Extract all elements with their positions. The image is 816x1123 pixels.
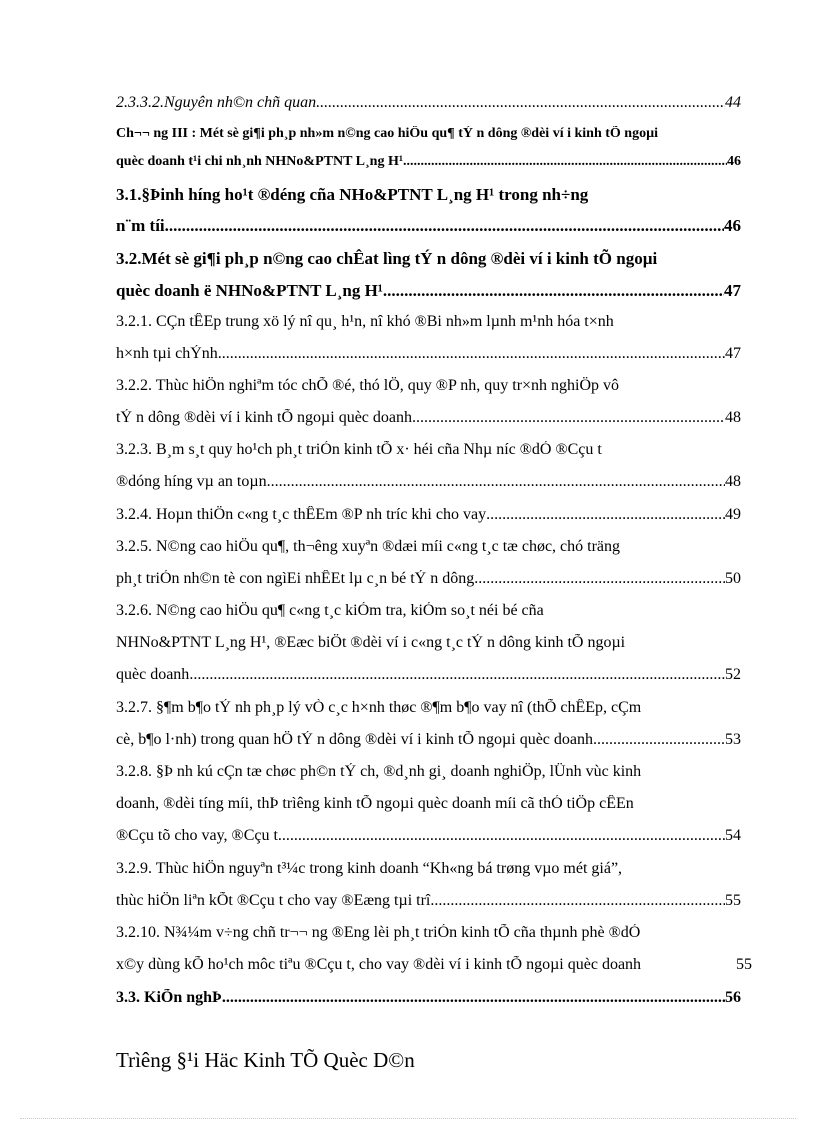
- toc-page-number: 46: [727, 154, 741, 169]
- toc-entry-title: 3.3. KiÕn nghÞ: [116, 989, 222, 1006]
- toc-section-3-2-1-line2[interactable]: [116, 345, 741, 363]
- toc-section-3-2-1-line1[interactable]: [116, 313, 741, 331]
- toc-entry-title: 3.2.9. Thùc hiÖn nguyªn t³¼c trong kinh doanh “Kh«ng bá trøng vµo mét giá”,: [116, 860, 623, 877]
- toc-page-number: 54: [725, 827, 741, 844]
- toc-chapter-3-line1[interactable]: [116, 126, 741, 142]
- toc-chapter-3-line2[interactable]: [116, 154, 741, 170]
- toc-section-3-1-line2[interactable]: [116, 216, 741, 236]
- toc-section-3-2-5-line2[interactable]: [116, 570, 741, 588]
- toc-page-number: 47: [724, 281, 741, 300]
- toc-entry-title: quèc doanh t¹i chi nh¸nh NHNo&PTNT L¸ng H¹.: [116, 154, 407, 169]
- toc-entry-title: 3.2.4. Hoµn thiÖn c«ng t¸c thÊEm ®P nh tríc khi cho vay: [116, 506, 487, 523]
- page-footer: Trìêng §¹i Häc Kinh TÕ Quèc D©n: [116, 1048, 415, 1072]
- toc-leader-dots: [486, 506, 725, 524]
- toc-section-3-2-9-line1[interactable]: [116, 860, 741, 878]
- toc-page-number: 48: [725, 473, 741, 490]
- toc-leader-dots: [593, 731, 725, 749]
- toc-entry-title: tÝ n dông ®dèi ví i kinh tÕ ngoµi quèc doanh: [116, 409, 413, 426]
- toc-leader-dots: [267, 473, 725, 491]
- toc-entry-title: 3.1.§Þinh híng ho¹t ®déng cña NHo&PTNT L¸ng H¹ trong nh÷ng: [116, 185, 589, 204]
- toc-entry-title: h×nh tµi chÝnh: [116, 345, 218, 362]
- toc-section-3-2-6-line1[interactable]: [116, 602, 741, 620]
- toc-page-number: 52: [725, 666, 741, 683]
- toc-section-3-2-6-line2[interactable]: [116, 634, 741, 652]
- toc-section-3-2-8-line3[interactable]: [116, 827, 741, 845]
- toc-section-3-2-5-line1[interactable]: [116, 538, 741, 556]
- toc-entry-title: 3.2.1. CÇn tÊEp trung xö lý nî qu¸ h¹n, nî khó ®Bi nh»m lµnh m¹nh hóa t×nh: [116, 313, 614, 330]
- toc-entry-title: 3.2.2. Thùc hiÖn nghiªm tóc chÕ ®é, thó lÖ, quy ®P nh, quy tr×nh nghiÖp vô: [116, 377, 620, 394]
- toc-entry-title: ®Cçu tõ cho vay, ®Cçu t: [116, 827, 278, 844]
- toc-entry-title: 3.2.7. §¶m b¶o tÝ nh ph¸p lý vÒ c¸c h×nh thøc ®¶m b¶o vay nî (thÕ chÊEp, cÇm: [116, 699, 642, 716]
- toc-entry-title: ®dóng híng vµ an toµn: [116, 473, 267, 490]
- toc-page-number: 49: [725, 506, 741, 523]
- toc-entry-title: Ch¬¬ ng III : Mét sè gi¶i ph¸p nh»m n©ng cao hiÖu qu¶ tÝ n dông ®dèi ví i kinh tÕ ngoµi: [116, 126, 659, 141]
- toc-leader-dots: [222, 989, 725, 1007]
- toc-entry-title: thùc hiÖn liªn kÕt ®Cçu t cho vay ®Eæng tµi trî: [116, 892, 431, 909]
- toc-entry-title: NHNo&PTNT L¸ng H¹, ®Eæc biÖt ®dèi ví i c«ng t¸c tÝ n dông kinh tÕ ngoµi: [116, 634, 626, 651]
- toc-section-3-1-line1[interactable]: [116, 185, 588, 205]
- toc-section-3-2-2-line2[interactable]: [116, 409, 741, 427]
- toc-section-3-2-9-line2[interactable]: [116, 892, 741, 910]
- toc-entry-title: 3.2.3. B¸m s¸t quy ho¹ch ph¸t triÓn kinh tÕ x· héi cña Nhµ níc ®dÓ ®Cçu t: [116, 441, 602, 458]
- toc-section-3-2-line2[interactable]: [116, 281, 741, 301]
- toc-section-3-2-6-line3[interactable]: [116, 666, 741, 684]
- toc-entry-title: 3.2.Mét sè gi¶i ph¸p n©ng cao chÊat lìng tÝ n dông ®dèi ví i kinh tÕ ngoµi: [116, 249, 658, 268]
- toc-section-3-3[interactable]: [116, 989, 741, 1007]
- toc-leader-dots: [218, 345, 725, 363]
- toc-page-number: 55: [725, 892, 741, 909]
- toc-page-number: 50: [725, 570, 741, 587]
- toc-leader-dots: [278, 827, 725, 845]
- toc-entry-2-3-3-2[interactable]: [116, 94, 741, 112]
- toc-entry-title: cè, b¶o l·nh) trong quan hÖ tÝ n dông ®dèi ví i kinh tÕ ngoµi quèc doanh: [116, 731, 593, 748]
- toc-entry-title: quèc doanh: [116, 666, 190, 683]
- toc-section-3-2-4[interactable]: [116, 506, 741, 524]
- toc-page-number: 46: [724, 216, 741, 235]
- toc-section-3-2-10-line1[interactable]: [116, 924, 741, 942]
- page-bottom-divider: [20, 1118, 796, 1119]
- toc-leader-dots: [165, 216, 724, 236]
- toc-leader-dots: [316, 94, 725, 112]
- toc-page-number: 47: [725, 345, 741, 362]
- toc-section-3-2-8-line2[interactable]: [116, 795, 741, 813]
- toc-page-number: 56: [725, 989, 741, 1006]
- toc-entry-title: doanh, ®dèi tíng míi, thÞ trìêng kinh tÕ ngoµi quèc doanh míi cã thÓ tiÖp cÊEn: [116, 795, 634, 812]
- toc-entry-title: 3.2.10. N¾¼m v÷ng chñ tr¬¬ ng ®Eng lèi ph¸t triÓn kinh tÕ cña thµnh phè ®dÓ: [116, 924, 641, 941]
- toc-leader-dots: [412, 409, 725, 427]
- toc-entry-title: 3.2.6. N©ng cao hiÖu qu¶ c«ng t¸c kiÓm tra, kiÓm so¸t néi bé cña: [116, 602, 544, 619]
- toc-section-3-2-7-line2[interactable]: [116, 731, 741, 749]
- toc-section-3-2-10-line2[interactable]: [116, 956, 752, 974]
- toc-entry-title: n¨m tíi: [116, 216, 165, 235]
- toc-entry-title: quèc doanh ë NHNo&PTNT L¸ng H¹.: [116, 281, 388, 300]
- toc-page-number: 53: [725, 731, 741, 748]
- toc-section-3-2-7-line1[interactable]: [116, 699, 741, 717]
- toc-leader-dots: [387, 281, 724, 301]
- toc-page-number: 55: [736, 956, 752, 973]
- toc-leader-dots: [474, 570, 725, 588]
- toc-entry-title: 3.2.5. N©ng cao hiÖu qu¶, th¬êng xuyªn ®dæi míi c«ng t¸c tæ chøc, chó träng: [116, 538, 621, 555]
- toc-page-number: 44: [725, 94, 741, 111]
- toc-entry-title: ph¸t triÓn nh©n tè con ngìEi nhÊEt lµ c¸n bé tÝ n dông: [116, 570, 475, 587]
- toc-section-3-2-3-line2[interactable]: [116, 473, 741, 491]
- toc-leader-dots: [407, 154, 727, 170]
- toc-section-3-2-8-line1[interactable]: [116, 763, 741, 781]
- toc-entry-title: x©y dùng kÕ ho¹ch môc tiªu ®Cçu t, cho vay ®dèi ví i kinh tÕ ngoµi quèc doanh: [116, 956, 642, 973]
- toc-section-3-2-3-line1[interactable]: [116, 441, 741, 459]
- toc-leader-dots: [430, 892, 725, 910]
- toc-page-number: 48: [725, 409, 741, 426]
- toc-entry-title: 2.3.3.2.Nguyên nh©n chñ quan: [116, 94, 317, 111]
- toc-section-3-2-2-line1[interactable]: [116, 377, 741, 395]
- toc-section-3-2-line1[interactable]: [116, 249, 657, 269]
- toc-entry-title: 3.2.8. §Þ nh kú cÇn tæ chøc ph©n tÝ ch, ®d¸nh gi¸ doanh nghiÖp, lÜnh vùc kinh: [116, 763, 642, 780]
- toc-leader-dots: [189, 666, 725, 684]
